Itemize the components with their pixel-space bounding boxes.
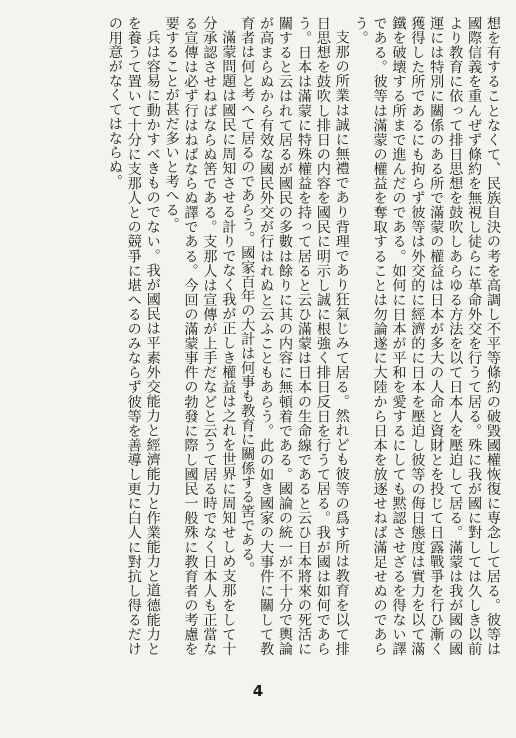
page-number: 4 bbox=[252, 682, 264, 700]
paragraph-1: 想を有することなくて、民族自決の考を高調し不平等條約の破毀國權恢復に専念して居る。彼等は國際信義を重んぜず條約を無視し徒らに革命外交を行うて居る。殊に我が國に對しては久しき以前より教育に依って排日思想を鼓吹しあらゆる方法を以て日本人を壓迫して居る。滿蒙は我が國の國運には特別に關係のある所で滿蒙の權益は日本が多大の人命と資財とを投じて日露戰爭を行ひ漸く獲得した所であるにも拘らず彼等は外交的に經濟的に日本を壓迫し彼等の侮日態度は實力を以て滿鐵を破壊する所まで進んだのである。如何に日本が平和を愛するにしても黙認させざるを得ない譯である。彼等は滿蒙の權益を奪取することは勿論遂に大陸から日本を放逐せねば滿足せぬのであらう。 bbox=[352, 16, 501, 656]
vertical-text-body bbox=[10, 16, 502, 656]
paragraph-4: 兵は容易に動かすべきものでない。我が國民は平素外交能力と經濟能力と作業能力と道德能力とを養うて置いて十分に支那人との競爭に堪へるのみならず彼等を善導し更に白人に對抗し得るだけの用意がなくてはならぬ。 bbox=[106, 16, 161, 656]
paragraph-2: 支那の所業は誠に無禮であり背理であり狂氣じみて居る。然れども彼等の爲す所は教育を以て排日思想を鼓吹し排日の内容を國民に明示し誠に根強く排日反日を行うて居る。我が國は如何であらう。日本は滿蒙に特殊權益を持って居ると云ひ滿蒙は日本の生命線であると云ひ日本將來の死活に關すると云はれて居るが國民の多數は餘りに其の内容に無頓着である。國論の統一が不十分で輿論が高まらぬから有效な國民外交が行はれぬと云ふこともあらう。此の如き國家の大事件に關して教育者は何と考へて居るのであらう。國家百年の大計は何事も教育に關係する筈である。 bbox=[239, 16, 350, 656]
paragraph-3: 滿蒙問題は國民に周知させる計りでなく我が正しき權益は之れを世界に周知せしめ支那をして十分承認させねばならぬ筈である。支那人は宣傳が上手だなどと云うて居る時でなく日本人も正當なる宣傳は必ず行はねばならぬ譯である。今回の滿蒙事件の勃發に際し國民一般殊に教育者の考慮を要することが甚だ多いと考へる。 bbox=[163, 16, 237, 656]
